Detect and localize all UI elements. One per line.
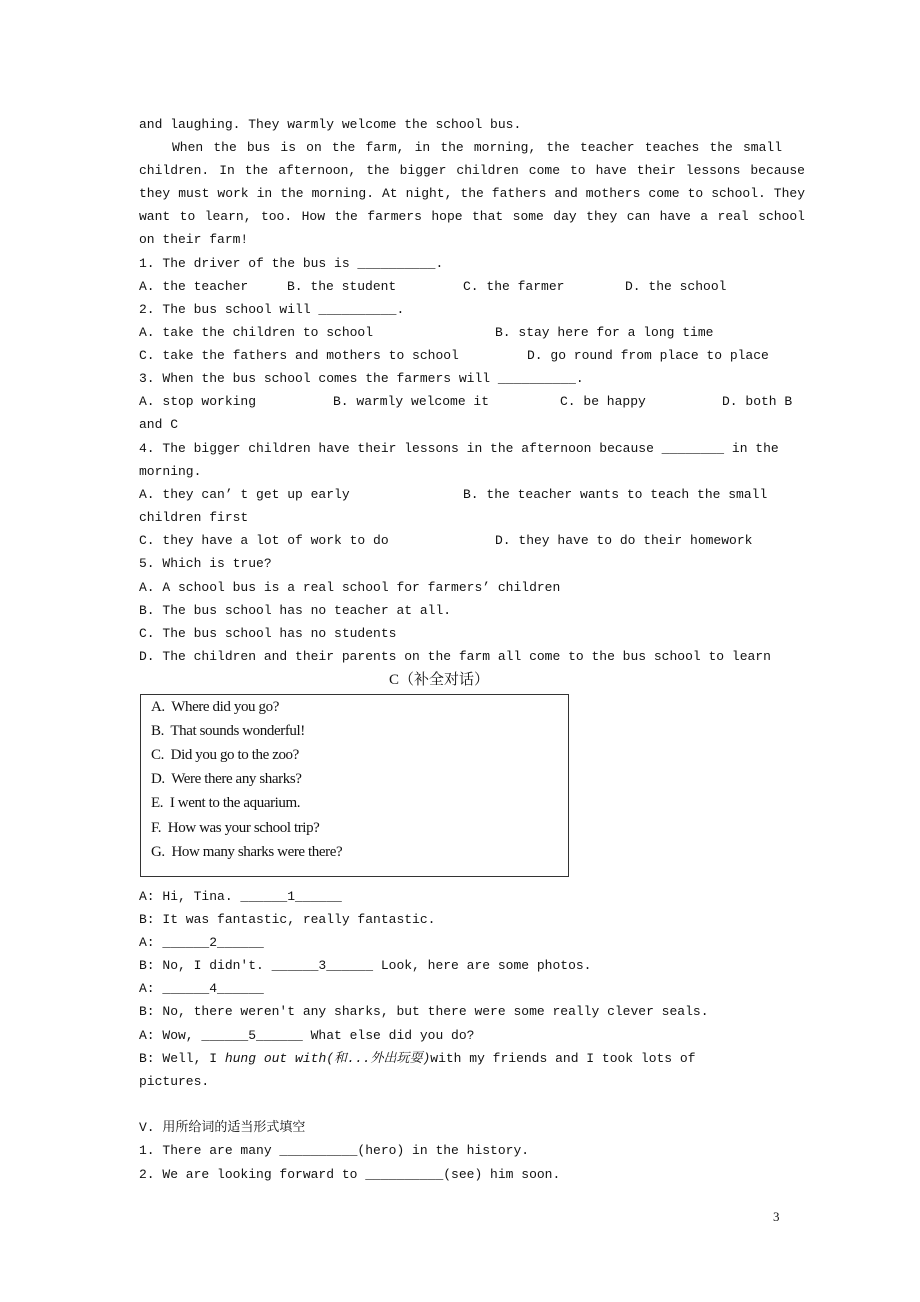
dialogue-line (139, 1050, 696, 1068)
passage-line: When the bus is on the farm, in the morning, the teacher teaches the small (172, 140, 782, 155)
section-c-title: C（补全对话） (389, 672, 490, 688)
passage-line: they must work in the morning. At night, the fathers and mothers come to school. They (139, 186, 805, 201)
fill-item: 2. We are looking forward to __________(see) him soon. (139, 1167, 561, 1182)
dialogue-line: A: Hi, Tina. ______1______ (139, 889, 342, 904)
dialogue-line: A: ______4______ (139, 981, 264, 996)
box-option: D. Were there any sharks? (151, 771, 302, 787)
option: C. they have a lot of work to do (139, 533, 389, 548)
option: A. they can’ t get up early (139, 487, 350, 502)
box-option: A. Where did you go? (151, 699, 279, 715)
section-v-title: V. 用所给词的适当形式填空 (139, 1120, 306, 1135)
dialogue-line: B: It was fantastic, really fantastic. (139, 912, 436, 927)
passage-line: children. In the afternoon, the bigger children come to have their lessons because (139, 163, 805, 178)
box-option: C. Did you go to the zoo? (151, 747, 299, 763)
question-2: 2. The bus school will __________. (139, 302, 405, 317)
question-1: 1. The driver of the bus is __________. (139, 256, 444, 271)
options-box (140, 694, 569, 877)
option: B. The bus school has no teacher at all. (139, 603, 452, 618)
box-option: F. How was your school trip? (151, 820, 320, 836)
question-4-cont: morning. (139, 464, 202, 479)
dialogue-line: A: Wow, ______5______ What else did you do? (139, 1028, 475, 1043)
dialogue-text: B: Well, I (139, 1051, 225, 1066)
dialogue-line: pictures. (139, 1074, 210, 1089)
dialogue-gloss: hung out with(和...外出玩耍) (224, 1051, 431, 1066)
option: B. stay here for a long time (495, 325, 714, 340)
passage-line: and laughing. They warmly welcome the school bus. (139, 117, 522, 132)
option: C. take the fathers and mothers to school (139, 348, 459, 363)
question-3: 3. When the bus school comes the farmers will __________. (139, 371, 584, 386)
page-number: 3 (773, 1209, 780, 1224)
option: C. the farmer (463, 279, 565, 294)
option: D. both B (722, 394, 793, 409)
question-5: 5. Which is true? (139, 556, 272, 571)
fill-item: 1. There are many __________(hero) in the history. (139, 1143, 530, 1158)
box-option: G. How many sharks were there? (151, 844, 343, 860)
option: C. The bus school has no students (139, 626, 397, 641)
passage-line: on their farm! (139, 232, 249, 247)
option: D. The children and their parents on the farm all come to the bus school to learn (139, 649, 771, 664)
option: D. they have to do their homework (495, 533, 753, 548)
dialogue-line: A: ______2______ (139, 935, 264, 950)
option: B. the student (287, 279, 397, 294)
dialogue-line: B: No, there weren't any sharks, but there were some really clever seals. (139, 1004, 709, 1019)
option: A. A school bus is a real school for farmers’ children (139, 580, 561, 595)
option-continued: children first (139, 510, 249, 525)
option: B. warmly welcome it (333, 394, 490, 409)
option: D. the school (625, 279, 727, 294)
option-continued: and C (139, 417, 179, 432)
option: A. take the children to school (139, 325, 374, 340)
option: A. the teacher (139, 279, 249, 294)
question-4: 4. The bigger children have their lessons in the afternoon because ________ in the (139, 441, 779, 456)
box-option: B. That sounds wonderful! (151, 723, 305, 739)
option: B. the teacher wants to teach the small (463, 487, 768, 502)
dialogue-line: B: No, I didn't. ______3______ Look, here are some photos. (139, 958, 592, 973)
option: C. be happy (560, 394, 646, 409)
passage-line: want to learn, too. How the farmers hope that some day they can have a real school (139, 209, 805, 224)
dialogue-text: with my friends and I took lots of (430, 1051, 696, 1066)
box-option: E. I went to the aquarium. (151, 795, 301, 811)
option: D. go round from place to place (527, 348, 769, 363)
option: A. stop working (139, 394, 257, 409)
